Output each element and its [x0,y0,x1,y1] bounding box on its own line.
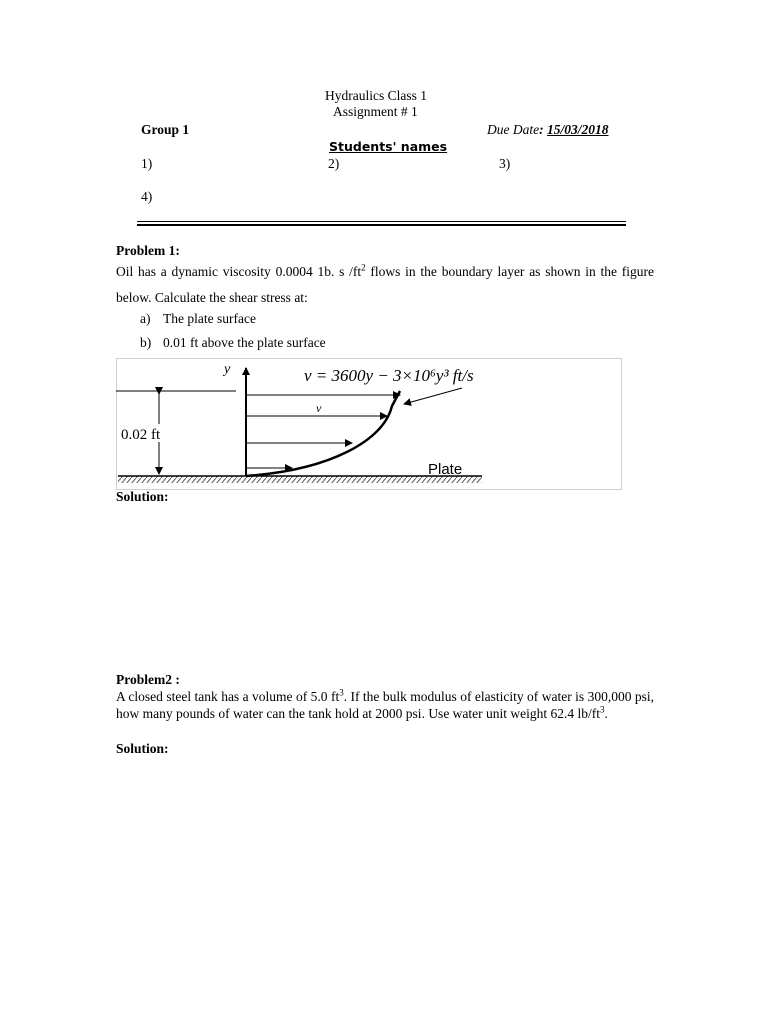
problem1-item-b-text: 0.01 ft above the plate surface [163,335,326,350]
student-slot-3: 3) [499,156,511,171]
equation-leader-arrow [404,388,462,404]
student-slot-1: 1) [141,156,153,171]
course-title: Hydraulics Class 1 [325,88,427,103]
problem1-text [116,259,654,311]
problem2-sup-b: 3 [600,704,605,715]
problem2-solution-label: Solution: [116,741,169,756]
header-divider-top [137,221,626,222]
problem1-text-sup: 2 [361,262,366,273]
problem1-text-part2: flows in the boundary layer as shown in the figure below. Calculate the shear stress at: [116,264,654,305]
boundary-layer-figure [116,358,622,490]
students-names-label: Students' names [329,139,448,154]
problem2-sup-a: 3 [339,687,344,698]
problem2-text-c: . [604,706,608,721]
student-slot-2: 2) [328,156,340,171]
due-date-value: 15/03/2018 [546,122,609,137]
problem1-item-a-text: The plate surface [163,311,256,326]
velocity-label: v [316,401,322,415]
problem2-title: Problem2 : [116,672,180,687]
problem1-solution-label: Solution: [116,489,169,504]
problem2-text [116,688,654,722]
group-label: Group 1 [141,122,190,137]
plate-label: Plate [428,461,463,478]
y-axis-label: y [224,362,231,377]
student-slot-4: 4) [141,189,153,204]
due-date-line [487,122,609,138]
problem1-item-b-marker: b) [140,335,152,350]
problem1-text-part1: Oil has a dynamic viscosity 0.0004 1b. s /ft [116,264,362,279]
problem1-item-a-marker: a) [140,311,151,326]
due-date-colon: : [539,122,547,137]
velocity-profile-curve [246,391,400,476]
velocity-equation: v = 3600y − 3×10⁶y³ ft/s [304,366,474,385]
assignment-title: Assignment # 1 [333,104,418,119]
problem2-text-a: A closed steel tank has a volume of 5.0 ft [116,689,340,704]
problem2-text-b: . If the bulk modulus of elasticity of water is 300,000 psi, how many pounds of water can the tank hold at 2000 psi. Use water unit weight 62.4 lb/ft [116,689,655,721]
height-label: 0.02 ft [121,427,161,443]
header-divider-bottom [137,224,626,226]
due-date-label: Due Date [487,122,540,137]
problem1-title: Problem 1: [116,243,180,258]
